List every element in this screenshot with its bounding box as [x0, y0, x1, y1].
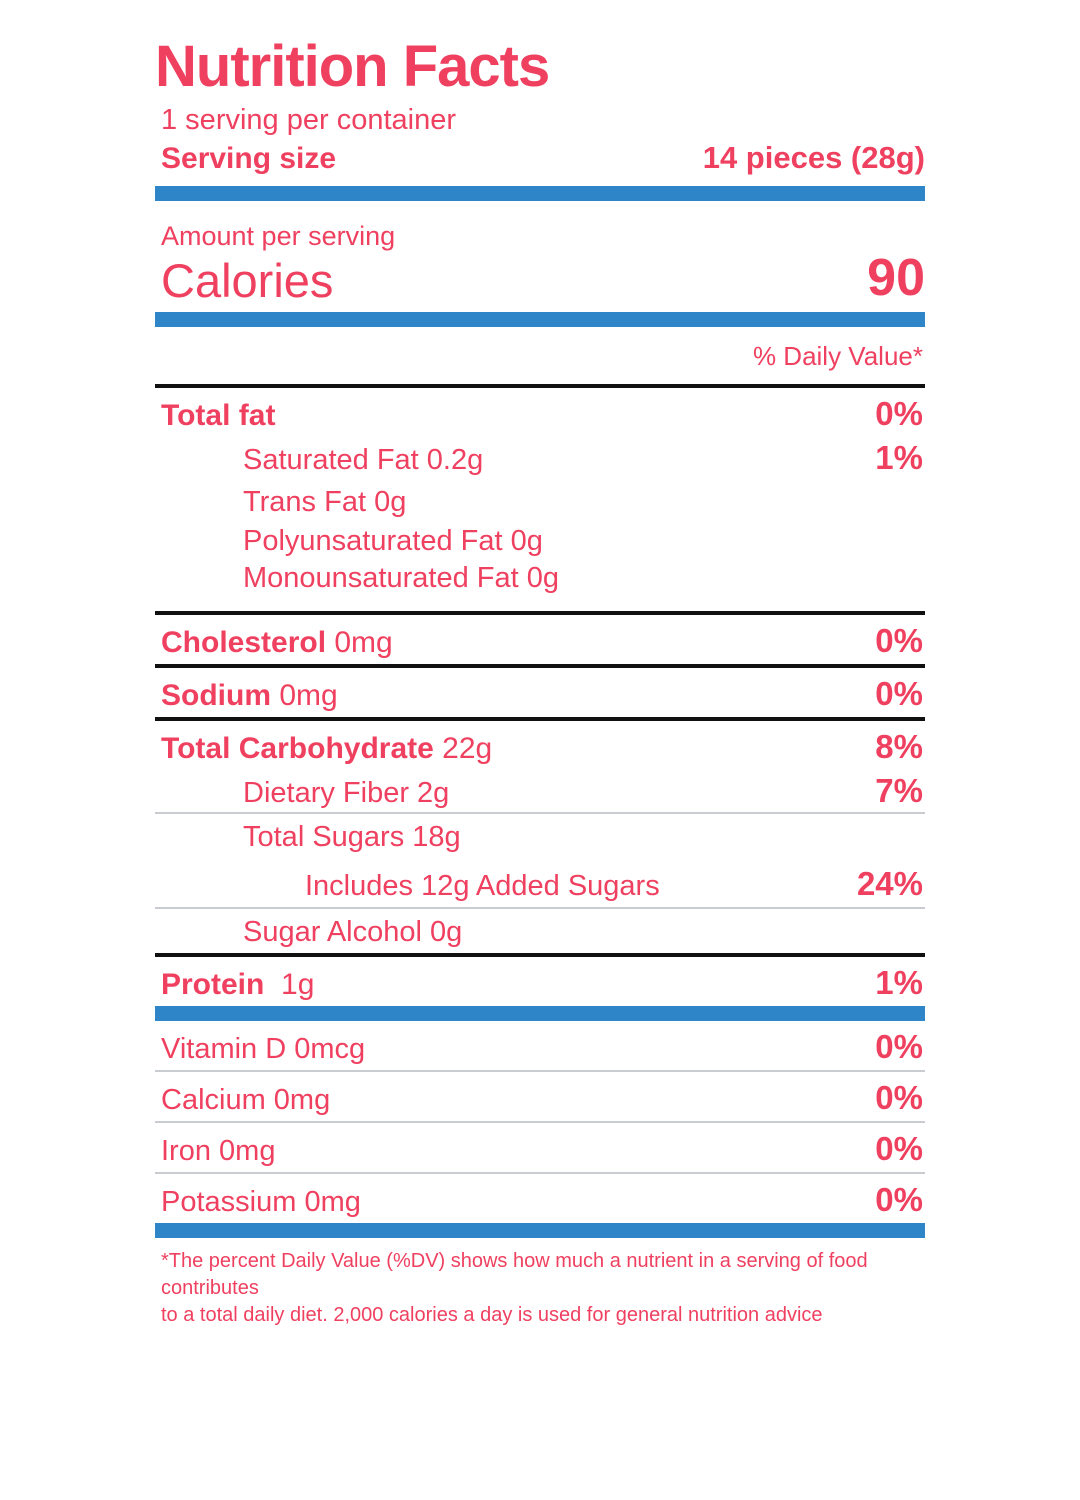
table-row [155, 560, 925, 597]
nutrient-dv: 1% [875, 964, 923, 1001]
serving-size-value: 14 pieces (28g) [702, 140, 925, 175]
nutrient-dv: 0% [875, 1130, 923, 1167]
nutrient-label: Sodium 0mg [161, 679, 338, 712]
nutrient-label: Vitamin D 0mcg [161, 1033, 366, 1065]
footnote-line-2: to a total daily diet. 2,000 calories a day is used for general nutrition advice [161, 1304, 823, 1326]
nutrient-dv: 0% [875, 1028, 923, 1065]
nutrient-amount: 0mg [279, 679, 338, 712]
nutrient-dv: 0% [875, 1181, 923, 1218]
nutrient-dv: 1% [875, 439, 923, 476]
nutrient-dv: 8% [875, 728, 923, 765]
calories-label: Calories [161, 254, 334, 307]
table-row [155, 957, 925, 1006]
table-row [155, 858, 925, 907]
table-row [155, 668, 925, 717]
divider-thick-footnote [155, 1223, 925, 1238]
daily-value-header: % Daily Value* [752, 341, 923, 371]
table-row [155, 1072, 925, 1121]
table-row [155, 437, 925, 479]
nutrient-label: Trans Fat 0g [243, 486, 407, 518]
nutrient-label: Saturated Fat 0.2g [243, 444, 484, 476]
divider-thick-calories [155, 312, 925, 327]
nutrient-label: Calcium 0mg [161, 1084, 331, 1116]
table-row [155, 770, 925, 812]
nutrient-dv: 0% [875, 675, 923, 712]
nutrient-amount: 1g [281, 968, 315, 1001]
nutrient-label: Iron 0mg [161, 1135, 276, 1167]
nutrient-dv: 24% [856, 865, 923, 902]
footnote-line-1: *The percent Daily Value (%DV) shows how much a nutrient in a serving of food contributes [161, 1250, 868, 1299]
table-row [155, 1021, 925, 1070]
table-row [155, 523, 925, 560]
nutrient-dv: 0% [875, 1079, 923, 1116]
table-row [155, 1123, 925, 1172]
nutrient-label: Potassium 0mg [161, 1186, 361, 1218]
table-row [155, 479, 925, 523]
table-row [155, 388, 925, 437]
nutrient-amount: 22g [442, 732, 493, 765]
table-row [155, 814, 925, 858]
nutrient-label: Cholesterol 0mg [161, 626, 393, 659]
table-row [155, 615, 925, 664]
calories-value: 90 [867, 249, 925, 307]
nutrient-label: Protein 1g [161, 968, 315, 1001]
nutrient-amount: 0mg [334, 626, 393, 659]
nutrient-label: Includes 12g Added Sugars [305, 870, 660, 902]
nutrient-label: Monounsaturated Fat 0g [243, 562, 559, 594]
servings-per-container: 1 serving per container [161, 104, 456, 136]
nutrient-dv: 7% [875, 772, 923, 809]
calories-row [155, 249, 925, 312]
nutrient-label: Total Carbohydrate 22g [161, 732, 493, 765]
nutrient-label: Dietary Fiber 2g [243, 777, 450, 809]
divider-thick-vitamins [155, 1006, 925, 1021]
divider-thick-top [155, 186, 925, 201]
nutrient-label: Sugar Alcohol 0g [243, 916, 463, 948]
table-row [155, 721, 925, 770]
nutrient-label: Total fat [161, 399, 276, 432]
table-row [155, 909, 925, 953]
amount-per-serving-label: Amount per serving [161, 221, 396, 251]
nutrient-label: Polyunsaturated Fat 0g [243, 525, 543, 557]
fat-group [155, 388, 925, 611]
nutrient-dv: 0% [875, 395, 923, 432]
serving-size-label: Serving size [161, 142, 337, 175]
table-row [155, 1174, 925, 1223]
serving-size-row [155, 137, 925, 186]
page-title: Nutrition Facts [155, 34, 550, 99]
nutrient-dv: 0% [875, 622, 923, 659]
nutrient-label: Total Sugars 18g [243, 821, 461, 853]
footnote [155, 1238, 925, 1329]
